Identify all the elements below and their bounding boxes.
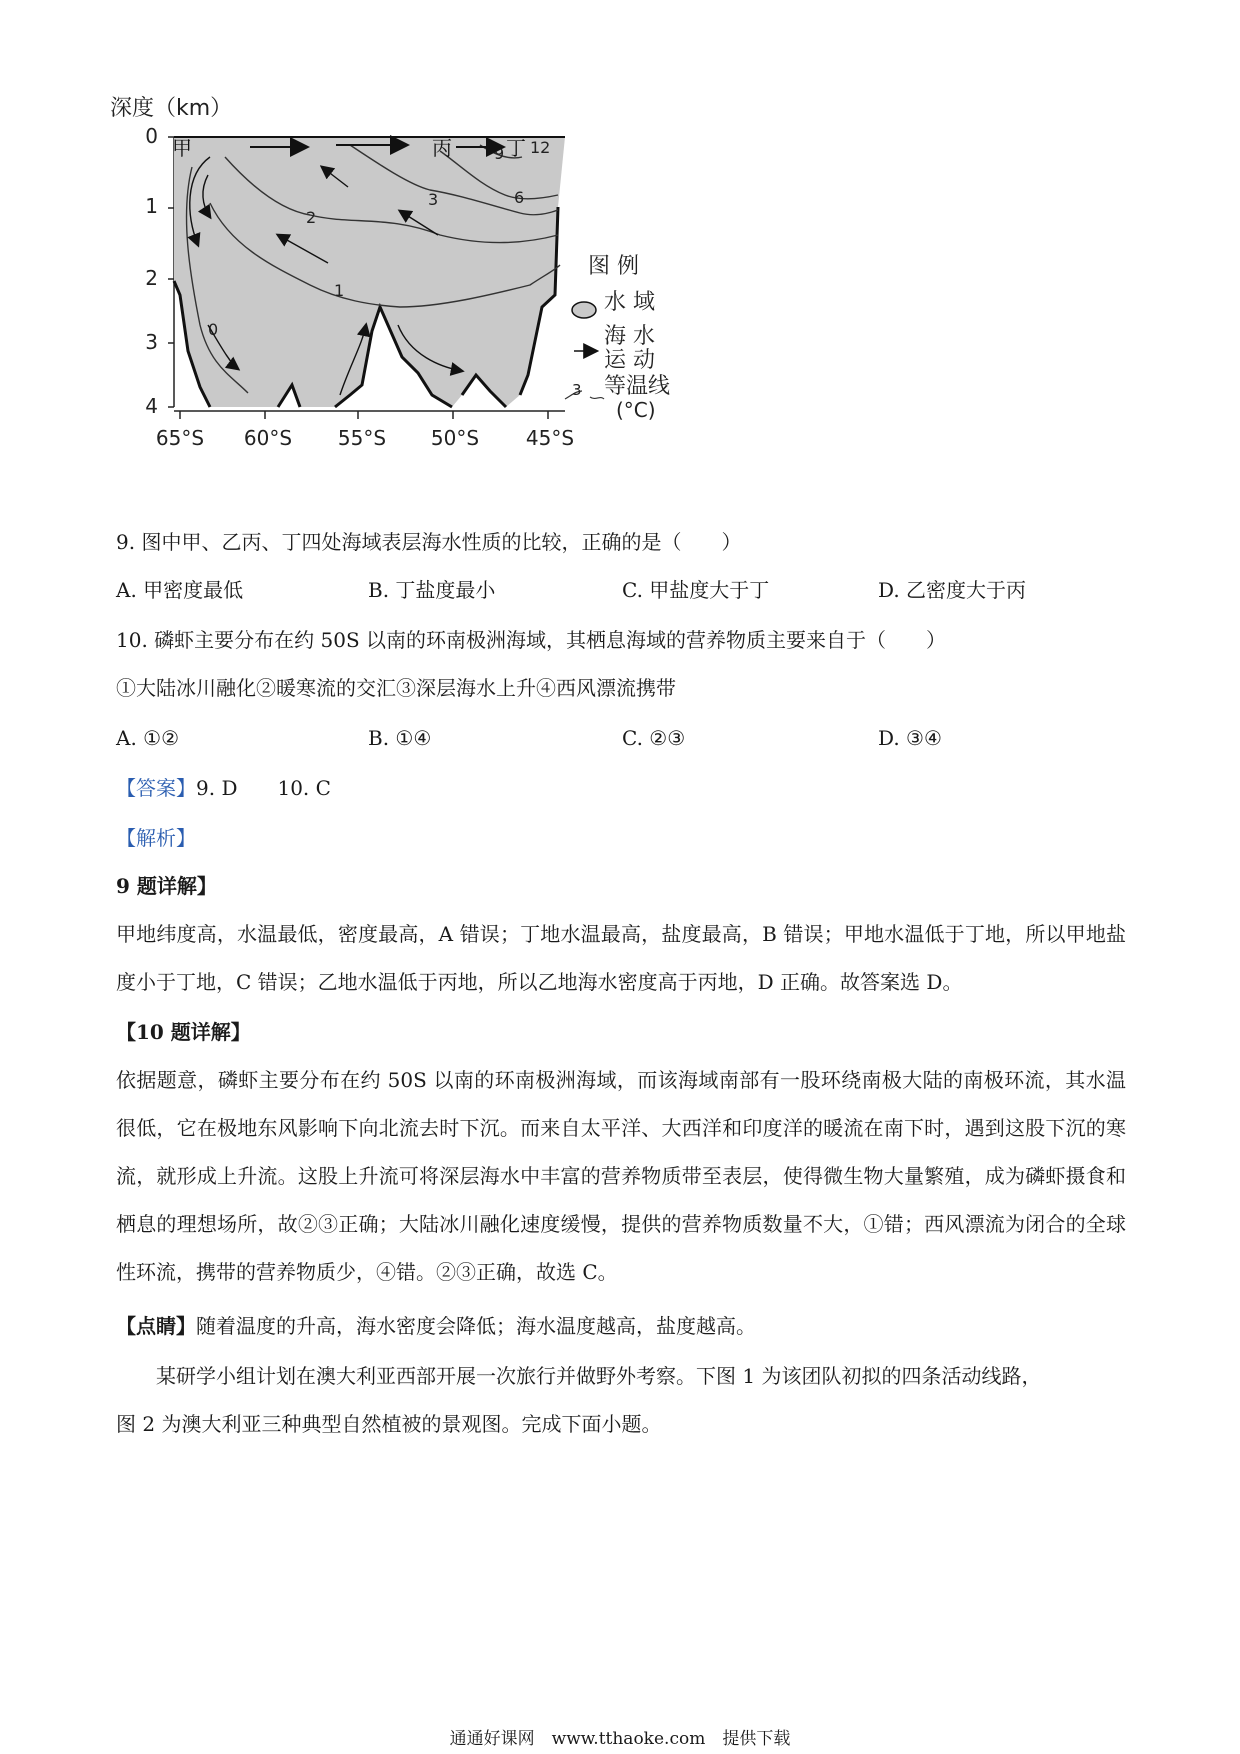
- y-tick-3: 3: [145, 330, 158, 354]
- x-tick-55s: 55°S: [337, 426, 387, 450]
- place-jia: 甲: [172, 136, 192, 160]
- footer-source: 通通好课网 www.tthaoke.com 提供下载: [449, 1729, 791, 1749]
- q10-option-b: B. ①④: [368, 726, 432, 750]
- y-tick-2: 2: [145, 266, 158, 290]
- intro-line2: 图 2 为澳大利亚三种典型自然植被的景观图。完成下面小题。: [116, 1412, 662, 1436]
- q10-detail-heading: 【10 题详解】: [116, 1020, 251, 1044]
- x-tick-50s: 50°S: [430, 426, 480, 450]
- isotherm-label-9: 9: [494, 144, 505, 163]
- legend-isotherm-unit: (°C): [616, 398, 656, 422]
- legend-water-label: 水 域: [604, 290, 655, 315]
- place-ding: 丁: [506, 136, 526, 160]
- ocean-section-figure: [110, 95, 770, 515]
- y-tick-1: 1: [145, 194, 158, 218]
- y-tick-0: 0: [145, 124, 158, 148]
- x-tick-45s: 45°S: [525, 426, 575, 450]
- q10-option-d: D. ③④: [878, 726, 942, 750]
- q9-detail-heading: 9 题详解】: [116, 874, 217, 898]
- isotherm-label-6: 6: [514, 188, 525, 207]
- legend-isotherm-label: 等温线: [604, 374, 671, 399]
- answer-line: [116, 774, 331, 802]
- answer-text: 9. D 10. C: [196, 776, 331, 800]
- q9-option-b: B. 丁盐度最小: [368, 578, 496, 602]
- answer-tag: 【答案】: [116, 776, 196, 800]
- isotherm-label-3: 3: [428, 190, 439, 209]
- isotherm-label-12: 12: [530, 138, 551, 157]
- legend-title: 图 例: [588, 254, 639, 279]
- isotherm-label-1: 1: [334, 281, 345, 300]
- q9-detail-text: 甲地纬度高，水温最低，密度最高，A 错误；丁地水温最高，盐度最高，B 错误；甲地水温低于丁地，所以甲地盐度小于丁地，C 错误；乙地水温低于丙地，所以乙地海水密度高于丙地，D 正确。故答案选 D。: [116, 922, 1126, 994]
- legend-isotherm-sample: 3: [572, 381, 582, 399]
- q9-option-d: D. 乙密度大于丙: [878, 578, 1027, 602]
- x-tick-60s: 60°S: [243, 426, 293, 450]
- x-tick-65s: 65°S: [155, 426, 205, 450]
- y-axis-title: 深度（km）: [110, 96, 233, 121]
- intro-line1: 某研学小组计划在澳大利亚西部开展一次旅行并做野外考察。下图 1 为该团队初拟的四条活动线路，: [156, 1364, 1042, 1388]
- legend-motion-line1: 海 水: [604, 324, 655, 349]
- q9-stem: 9. 图中甲、乙丙、丁四处海域表层海水性质的比较，正确的是（ ）: [116, 530, 742, 554]
- q10-choices: ①大陆冰川融化②暖寒流的交汇③深层海水上升④西风漂流携带: [116, 676, 676, 700]
- q10-detail-text: 依据题意，磷虾主要分布在约 50S 以南的环南极洲海域，而该海域南部有一股环绕南极大陆的南极环流，其水温很低，它在极地东风影响下向北流去时下沉。而来自太平洋、大西洋和印度洋的暖流在南下时，遇到这股下沉的寒流，就形成上升流。这股上升流可将深层海水中丰富的营养物质带至表层，使得微生物大量繁殖，成为磷虾摄食和栖息的理想场所，故②③正确；大陆冰川融化速度缓慢，提供的营养物质数量不大，①错；西风漂流为闭合的全球性环流，携带的营养物质少，④错。②③正确，故选 C。: [116, 1068, 1126, 1284]
- q9-option-a: A. 甲密度最低: [116, 578, 244, 602]
- tip-line: [116, 1312, 756, 1340]
- tip-tag: 【点睛】: [116, 1314, 196, 1338]
- y-tick-4: 4: [145, 394, 158, 418]
- q10-stem: 10. 磷虾主要分布在约 50S 以南的环南极洲海域，其栖息海域的营养物质主要来自于（ ）: [116, 628, 947, 652]
- water-area: [174, 137, 565, 407]
- isotherm-label-0: 0: [208, 320, 219, 339]
- place-bing: 丙: [432, 136, 452, 160]
- isotherm-label-2: 2: [306, 208, 317, 227]
- legend-motion-line2: 运 动: [604, 348, 655, 373]
- q10-option-a: A. ①②: [116, 726, 180, 750]
- legend-water-swatch: [572, 302, 596, 318]
- analysis-tag: 【解析】: [116, 826, 196, 850]
- q10-option-c: C. ②③: [622, 726, 686, 750]
- tip-text: 随着温度的升高，海水密度会降低；海水温度越高，盐度越高。: [196, 1314, 756, 1338]
- q9-option-c: C. 甲盐度大于丁: [622, 578, 770, 602]
